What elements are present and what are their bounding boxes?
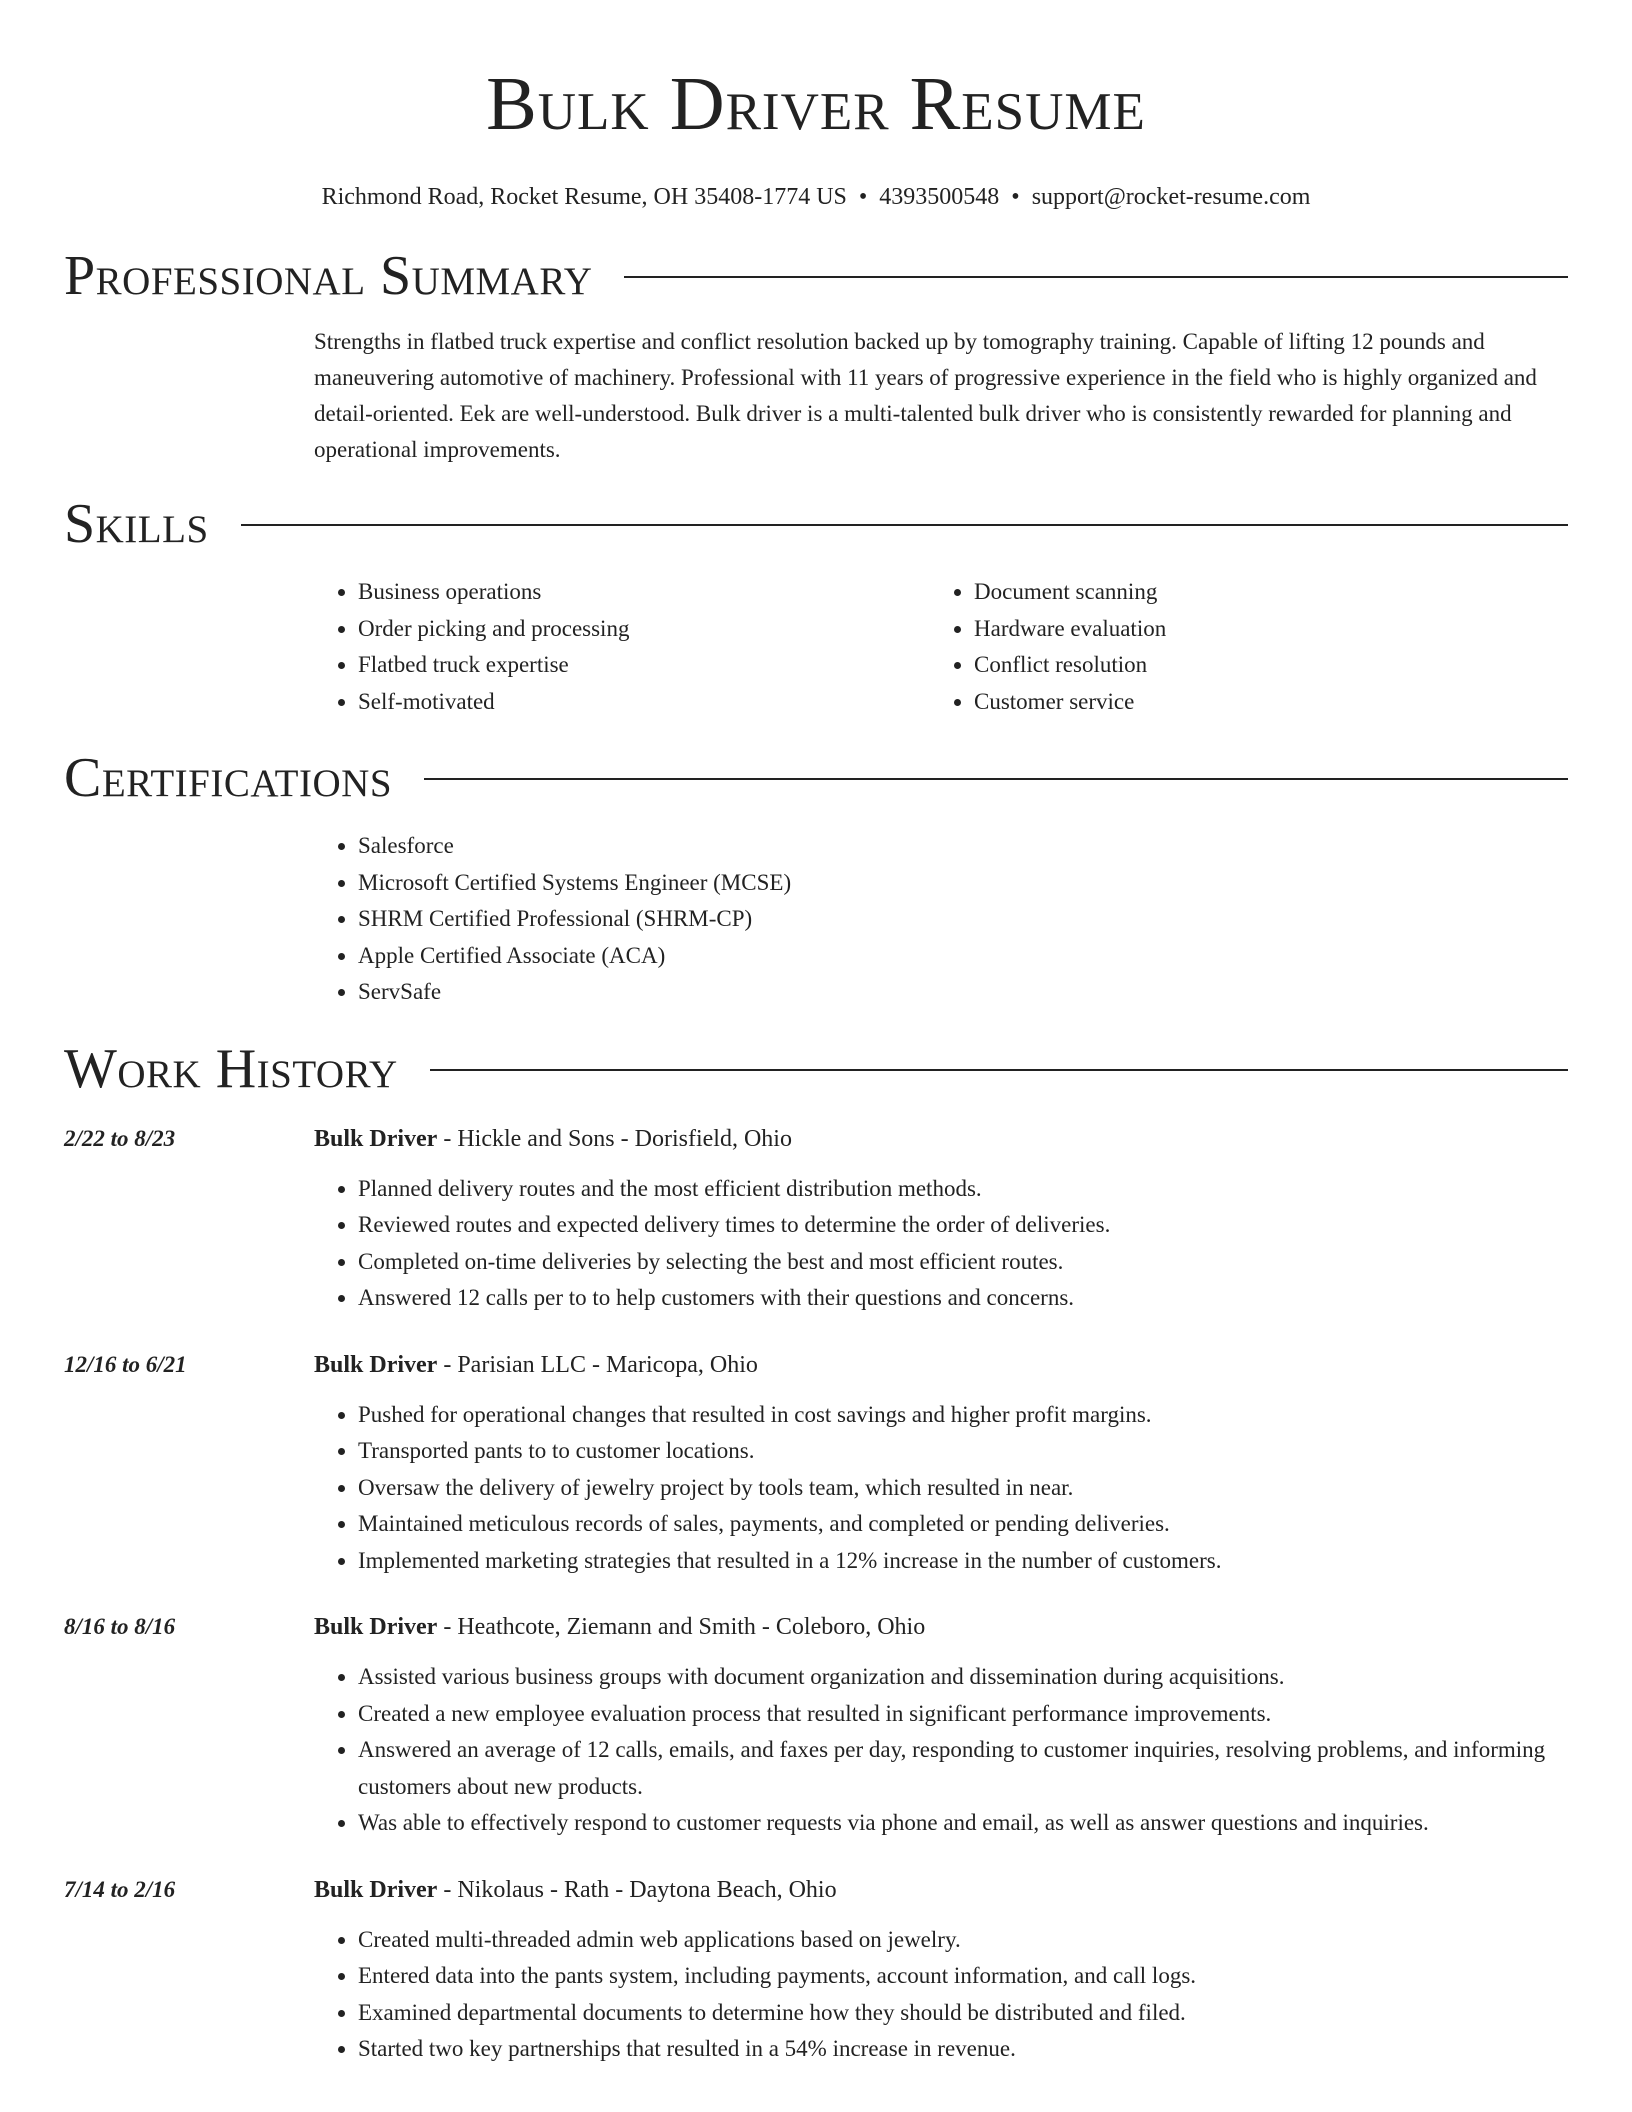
skill-item: • Business operations [358,574,930,611]
skills-section-header [64,492,1568,556]
skill-item: • Conflict resolution [974,647,1546,684]
certification-item: • Salesforce [358,828,1568,865]
job-header [64,1121,1568,1157]
job-dates: 8/16 to 8/16 [64,1614,176,1639]
job-header [64,1347,1568,1383]
job-bullets [314,1171,1568,1317]
contact-separator: • [858,184,868,210]
job-bullet: • Started two key partnerships that resulted in a 54% increase in revenue. [358,2031,1568,2068]
contact-separator: • [1011,184,1020,210]
job-bullet: • Reviewed routes and expected delivery times to determine the order of deliveries. [358,1207,1568,1244]
job-bullet: • Planned delivery routes and the most efficient distribution methods. [358,1171,1568,1208]
certifications-section-header [64,746,1568,810]
skills-heading: Skills [64,493,209,555]
certifications-body [314,828,1568,1011]
certifications-list [314,828,1568,1011]
job-employer: - Heathcote, Ziemann and Smith - Coleboro, Ohio [437,1614,926,1640]
section-divider [430,1069,1568,1071]
summary-text: Strengths in flatbed truck expertise and conflict resolution backed up by tomography training. Capable of lifting 12 pounds and maneuvering automotive of machinery. Professional with 11 years of progressive experience in the field who is highly organized and detail-oriented. Eek are well-understood. Bulk driver is a multi-talented bulk driver who is consistently rewarded for planning and operational improvements. [314,329,1537,462]
job-bullet: • Answered an average of 12 calls, emails, and faxes per day, responding to customer inquiries, resolving problems, and informing customers about new products. [358,1732,1568,1805]
job-title: Bulk Driver [314,1614,438,1640]
certification-item: • Apple Certified Associate (ACA) [358,938,1568,975]
skills-grid [314,574,1568,720]
job-title-line [314,1609,925,1645]
job-title-line [314,1872,837,1908]
job-header [64,1609,1568,1645]
job-bullet: • Examined departmental documents to determine how they should be distributed and filed. [358,1995,1568,2032]
certification-item: • Microsoft Certified Systems Engineer (MCSE) [358,865,1568,902]
contact-email: support@rocket-resume.com [1031,184,1311,210]
job-bullet: • Maintained meticulous records of sales, payments, and completed or pending deliveries. [358,1506,1568,1543]
skill-item: • Flatbed truck expertise [358,647,930,684]
job-entry [64,1609,1568,1842]
skill-item: • Customer service [974,684,1546,721]
job-entry [64,1347,1568,1580]
work-heading: Work History [64,1037,398,1100]
summary-body [314,324,1568,468]
job-entry [64,1121,1568,1317]
contact-phone: 4393500548 [879,184,1000,210]
job-bullet: • Entered data into the pants system, including payments, account information, and call logs. [358,1958,1568,1995]
job-bullets [314,1659,1568,1842]
job-employer: - Nikolaus - Rath - Daytona Beach, Ohio [437,1876,837,1903]
job-title-line [314,1347,758,1383]
section-divider [241,524,1568,526]
job-dates: 2/22 to 8/23 [64,1125,176,1151]
job-employer: - Parisian LLC - Maricopa, Ohio [437,1351,758,1378]
job-bullet: • Was able to effectively respond to customer requests via phone and email, as well as answer questions and inquiries. [358,1805,1568,1842]
job-title: Bulk Driver [314,1351,438,1378]
contact-line [64,182,1568,212]
job-bullet: • Pushed for operational changes that resulted in cost savings and higher profit margins. [358,1397,1568,1434]
job-bullet: • Assisted various business groups with document organization and dissemination during acquisitions. [358,1659,1568,1696]
job-dates: 7/14 to 2/16 [64,1876,176,1902]
job-entry [64,1872,1568,2068]
job-employer: - Hickle and Sons - Dorisfield, Ohio [437,1125,792,1152]
job-dates: 12/16 to 6/21 [64,1351,187,1377]
certifications-heading: Certifications [64,747,393,809]
skill-item: • Document scanning [974,574,1546,611]
summary-heading: Professional Summary [64,245,593,307]
job-bullets [314,1922,1568,2068]
job-bullet: • Created a new employee evaluation process that resulted in significant performance improvements. [358,1696,1568,1733]
skills-list-left [314,574,930,720]
section-divider [424,778,1568,780]
job-bullet: • Completed on-time deliveries by selecting the best and most efficient routes. [358,1244,1568,1281]
job-title: Bulk Driver [314,1876,438,1903]
certification-item: • SHRM Certified Professional (SHRM-CP) [358,901,1568,938]
contact-address: Richmond Road, Rocket Resume, OH 35408-1774 US [321,184,847,210]
skill-item: • Order picking and processing [358,611,930,648]
skill-item: • Self-motivated [358,684,930,721]
job-title: Bulk Driver [314,1125,438,1152]
skills-list-right [930,574,1546,720]
job-title-line [314,1121,792,1157]
job-bullet: • Answered 12 calls per to to help customers with their questions and concerns. [358,1280,1568,1317]
skill-item: • Hardware evaluation [974,611,1546,648]
job-bullets [314,1397,1568,1580]
job-header [64,1872,1568,1908]
work-section-header [64,1037,1568,1101]
job-bullet: • Implemented marketing strategies that resulted in a 12% increase in the number of customers. [358,1543,1568,1580]
job-bullet: • Created multi-threaded admin web applications based on jewelry. [358,1922,1568,1959]
job-bullet: • Transported pants to to customer locations. [358,1433,1568,1470]
section-divider [624,276,1568,278]
certification-item: • ServSafe [358,974,1568,1011]
job-bullet: • Oversaw the delivery of jewelry project by tools team, which resulted in near. [358,1470,1568,1507]
resume-name: Bulk Driver Resume [486,62,1146,146]
summary-section-header [64,244,1568,308]
